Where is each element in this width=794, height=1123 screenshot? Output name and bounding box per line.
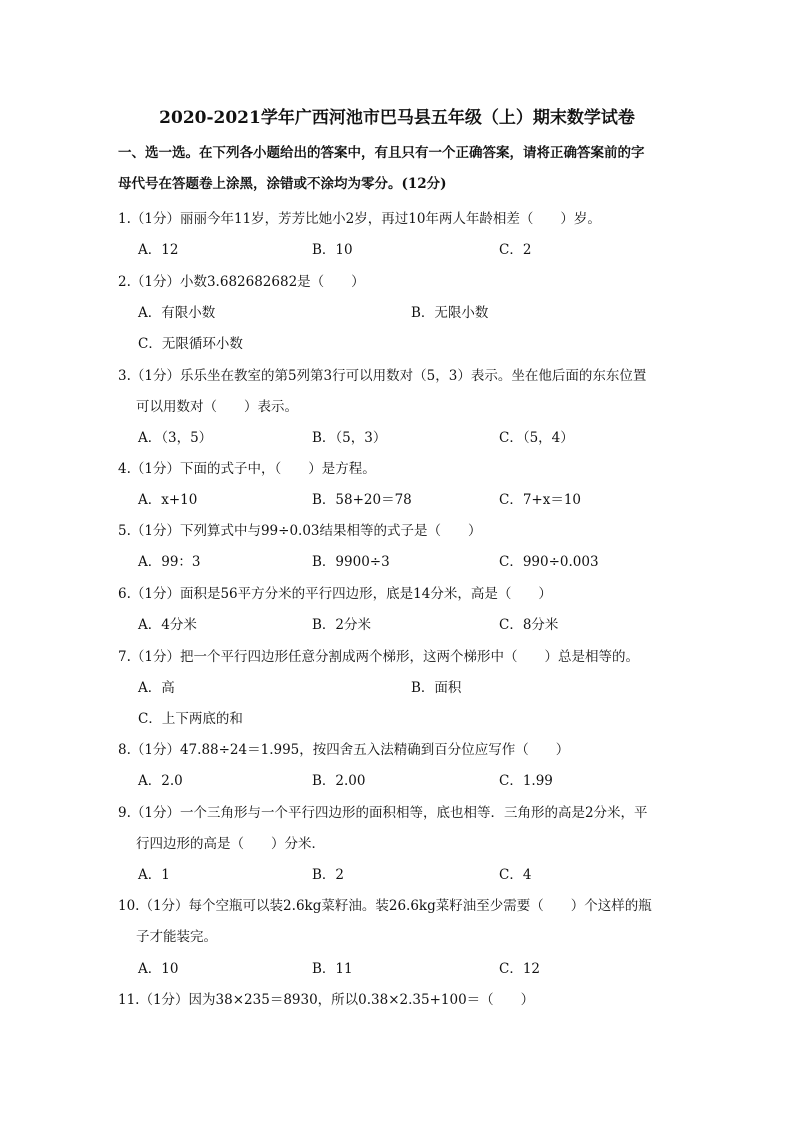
question-stem: 4.（1分）下面的式子中，（ ）是方程。 (118, 461, 376, 477)
option-c: C．上下两底的和 (138, 711, 243, 727)
option-b: B．2 (312, 867, 345, 883)
option-a: A．（3，5） (138, 430, 213, 446)
option-c: C．12 (499, 961, 541, 977)
question-stem: 10.（1分）每个空瓶可以装2.6kg菜籽油。装26.6kg菜籽油至少需要（ ）个这样的瓶 (118, 898, 652, 914)
question-stem: 2.（1分）小数3.682682682是（ ） (118, 274, 365, 290)
option-b: B．2.00 (312, 773, 366, 789)
option-c: C．990÷0.003 (499, 554, 599, 570)
option-c: C．4 (499, 867, 532, 883)
option-b: B．11 (312, 961, 353, 977)
option-c: C．（5，4） (499, 430, 574, 446)
option-a: A．高 (138, 680, 175, 696)
option-a: A．2.0 (138, 773, 183, 789)
option-b: B．面积 (411, 680, 462, 696)
question-stem-continued: 可以用数对（ ）表示。 (136, 399, 298, 415)
option-a: A．99：3 (138, 554, 201, 570)
page-title: 2020-2021学年广西河池市巴马县五年级（上）期末数学试卷 (159, 108, 635, 128)
question-stem: 8.（1分）47.88÷24＝1.995，按四舍五入法精确到百分位应写作（ ） (118, 742, 570, 758)
section-heading-line-2: 母代号在答题卷上涂黑，涂错或不涂均为零分。(12分) (118, 176, 447, 192)
question-stem: 5.（1分）下列算式中与99÷0.03结果相等的式子是（ ） (118, 523, 482, 539)
option-b: B．9900÷3 (312, 554, 390, 570)
option-a: A．12 (138, 242, 179, 258)
option-c: C．无限循环小数 (138, 336, 243, 352)
option-c: C．1.99 (499, 773, 553, 789)
section-heading (118, 138, 688, 200)
option-c: C．2 (499, 242, 532, 258)
option-a: A．有限小数 (138, 305, 216, 321)
question-stem: 11.（1分）因为38×235＝8930，所以0.38×2.35+100＝（ ） (118, 992, 535, 1008)
question-stem: 1.（1分）丽丽今年11岁，芳芳比她小2岁，再过10年两人年龄相差（ ）岁。 (118, 211, 601, 227)
question-stem: 9.（1分）一个三角形与一个平行四边形的面积相等，底也相等．三角形的高是2分米，平 (118, 805, 648, 821)
question-stem-continued: 行四边形的高是（ ）分米． (136, 836, 325, 852)
question-stem-continued: 子才能装完。 (136, 929, 217, 945)
option-b: B．58+20＝78 (312, 492, 412, 508)
section-heading-line-1: 一、选一选。在下列各小题给出的答案中，有且只有一个正确答案，请将正确答案前的字 (118, 145, 645, 161)
option-b: B．2分米 (312, 617, 372, 633)
option-b: B．（5，3） (312, 430, 387, 446)
option-a: A．x+10 (138, 492, 198, 508)
question-stem: 7.（1分）把一个平行四边形任意分割成两个梯形，这两个梯形中（ ）总是相等的。 (118, 649, 639, 665)
question-stem: 3.（1分）乐乐坐在教室的第5列第3行可以用数对（5，3）表示。坐在他后面的东东位置 (118, 368, 647, 384)
option-b: B．无限小数 (411, 305, 489, 321)
option-c: C．8分米 (499, 617, 559, 633)
option-a: A．4分米 (138, 617, 197, 633)
option-a: A．10 (138, 961, 179, 977)
option-c: C．7+x＝10 (499, 492, 582, 508)
option-a: A．1 (138, 867, 170, 883)
question-stem: 6.（1分）面积是56平方分米的平行四边形，底是14分米，高是（ ） (118, 586, 552, 602)
option-b: B．10 (312, 242, 353, 258)
